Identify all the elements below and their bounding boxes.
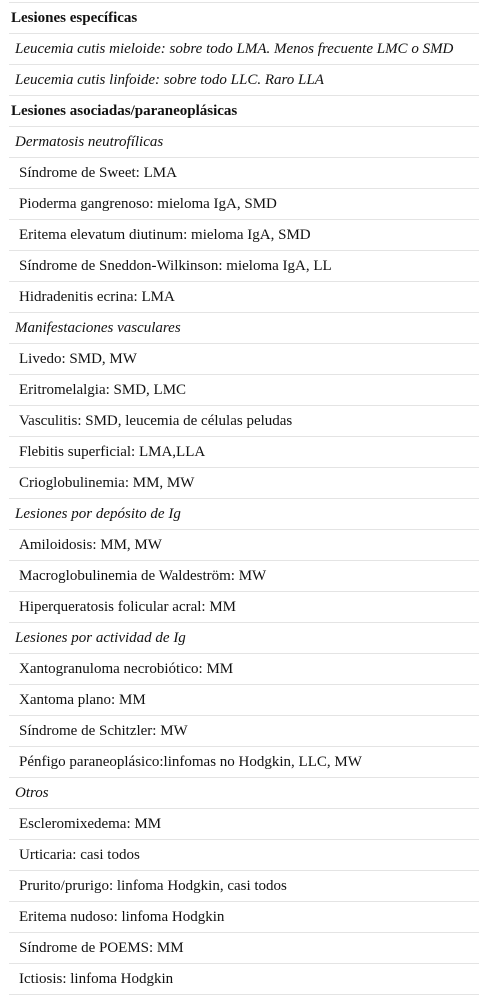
table-row: Macroglobulinemia de Waldeström: MW <box>9 561 479 592</box>
subsection-heading: Otros <box>9 778 479 809</box>
subsection-heading: Leucemia cutis linfoide: sobre todo LLC. Raro LLA <box>9 65 479 96</box>
subsection-heading: Leucemia cutis mieloide: sobre todo LMA. Menos frecuente LMC o SMD <box>9 34 479 65</box>
table-row: Xantoma plano: MM <box>9 685 479 716</box>
subsection-heading: Dermatosis neutrofílicas <box>9 127 479 158</box>
lesions-table <box>9 2 479 995</box>
table-row: Síndrome de Schitzler: MW <box>9 716 479 747</box>
table-row: Síndrome de POEMS: MM <box>9 933 479 964</box>
table-row: Prurito/prurigo: linfoma Hodgkin, casi todos <box>9 871 479 902</box>
table-row: Pioderma gangrenoso: mieloma IgA, SMD <box>9 189 479 220</box>
table-row: Síndrome de Sneddon-Wilkinson: mieloma IgA, LL <box>9 251 479 282</box>
subsection-heading: Lesiones por actividad de Ig <box>9 623 479 654</box>
table-row: Ictiosis: linfoma Hodgkin <box>9 964 479 995</box>
table-row: Pénfigo paraneoplásico:linfomas no Hodgkin, LLC, MW <box>9 747 479 778</box>
table-row: Crioglobulinemia: MM, MW <box>9 468 479 499</box>
table-row: Livedo: SMD, MW <box>9 344 479 375</box>
section-heading: Lesiones específicas <box>9 2 479 34</box>
section-heading: Lesiones asociadas/paraneoplásicas <box>9 96 479 127</box>
table-row: Hiperqueratosis folicular acral: MM <box>9 592 479 623</box>
table-row: Urticaria: casi todos <box>9 840 479 871</box>
table-row: Eritema nudoso: linfoma Hodgkin <box>9 902 479 933</box>
table-row: Eritema elevatum diutinum: mieloma IgA, SMD <box>9 220 479 251</box>
table-row: Escleromixedema: MM <box>9 809 479 840</box>
table-row: Vasculitis: SMD, leucemia de células peludas <box>9 406 479 437</box>
table-row: Amiloidosis: MM, MW <box>9 530 479 561</box>
table-row: Síndrome de Sweet: LMA <box>9 158 479 189</box>
subsection-heading: Manifestaciones vasculares <box>9 313 479 344</box>
subsection-heading: Lesiones por depósito de Ig <box>9 499 479 530</box>
table-row: Hidradenitis ecrina: LMA <box>9 282 479 313</box>
table-row: Eritromelalgia: SMD, LMC <box>9 375 479 406</box>
table-row: Flebitis superficial: LMA,LLA <box>9 437 479 468</box>
table-row: Xantogranuloma necrobiótico: MM <box>9 654 479 685</box>
